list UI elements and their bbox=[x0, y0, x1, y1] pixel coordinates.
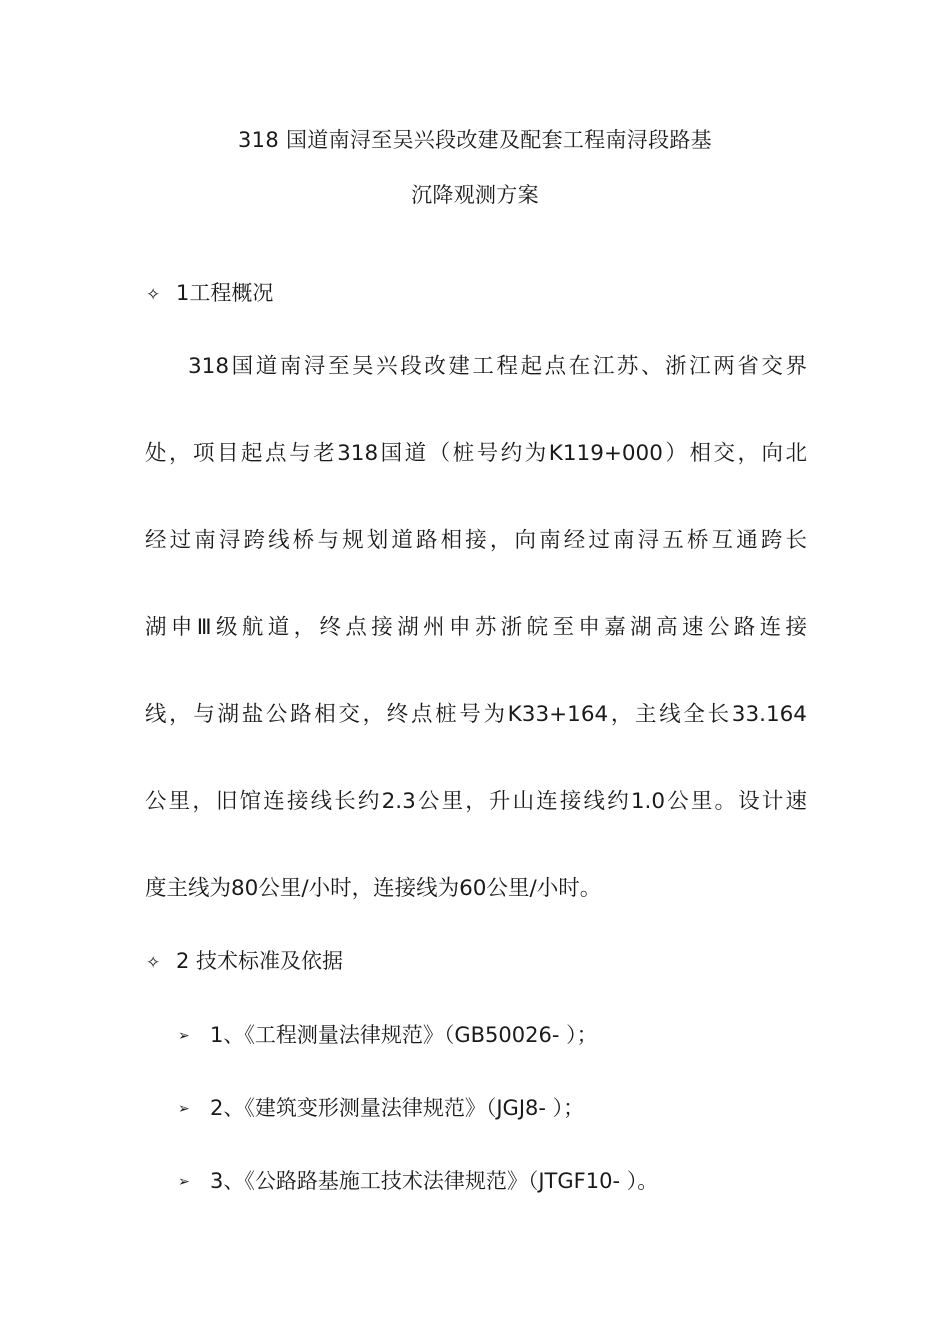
arrow-bullet-icon: ➢ bbox=[178, 1174, 190, 1190]
reference-item bbox=[178, 1094, 584, 1123]
paragraph-line: 处，项目起点与老318国道（桩号约为K119+000）相交，向北 bbox=[145, 441, 807, 466]
diamond-bullet-icon: ✧ bbox=[146, 285, 161, 305]
paragraph-line: 318国道南浔至吴兴段改建工程起点在江苏、浙江两省交界 bbox=[188, 354, 807, 379]
section-heading-project-overview bbox=[146, 279, 273, 309]
document-title-line-1: 318 国道南浔至吴兴段改建及配套工程南浔段路基 bbox=[238, 128, 712, 152]
paragraph-line: 公里，旧馆连接线长约2.3公里，升山连接线约1.0公里。设计速 bbox=[145, 789, 807, 814]
paragraph-line: 湖申Ⅲ级航道，终点接湖州申苏浙皖至申嘉湖高速公路连接 bbox=[145, 615, 807, 640]
paragraph-line: 度主线为80公里/小时，连接线为60公里/小时。 bbox=[145, 876, 602, 901]
paragraph-line: 线，与湖盐公路相交，终点桩号为K33+164，主线全长33.164 bbox=[145, 702, 807, 727]
section-heading-text: 2 技术标准及依据 bbox=[176, 949, 344, 973]
arrow-bullet-icon: ➢ bbox=[178, 1028, 190, 1044]
document-title-line-2: 沉降观测方案 bbox=[411, 183, 539, 207]
reference-text: 1、《工程测量法律规范》（GB50026- ）； bbox=[210, 1023, 598, 1047]
reference-item bbox=[178, 1021, 598, 1050]
reference-text: 3、《公路路基施工技术法律规范》（JTGF10- ）。 bbox=[210, 1169, 659, 1193]
arrow-bullet-icon: ➢ bbox=[178, 1101, 190, 1117]
section-heading-text: 1工程概况 bbox=[176, 281, 274, 305]
paragraph-line: 经过南浔跨线桥与规划道路相接，向南经过南浔五桥互通跨长 bbox=[145, 528, 807, 553]
diamond-bullet-icon: ✧ bbox=[146, 953, 161, 973]
reference-text: 2、《建筑变形测量法律规范》（JGJ8- ）； bbox=[210, 1096, 585, 1120]
reference-item bbox=[178, 1167, 658, 1196]
section-heading-technical-standards bbox=[146, 947, 343, 977]
